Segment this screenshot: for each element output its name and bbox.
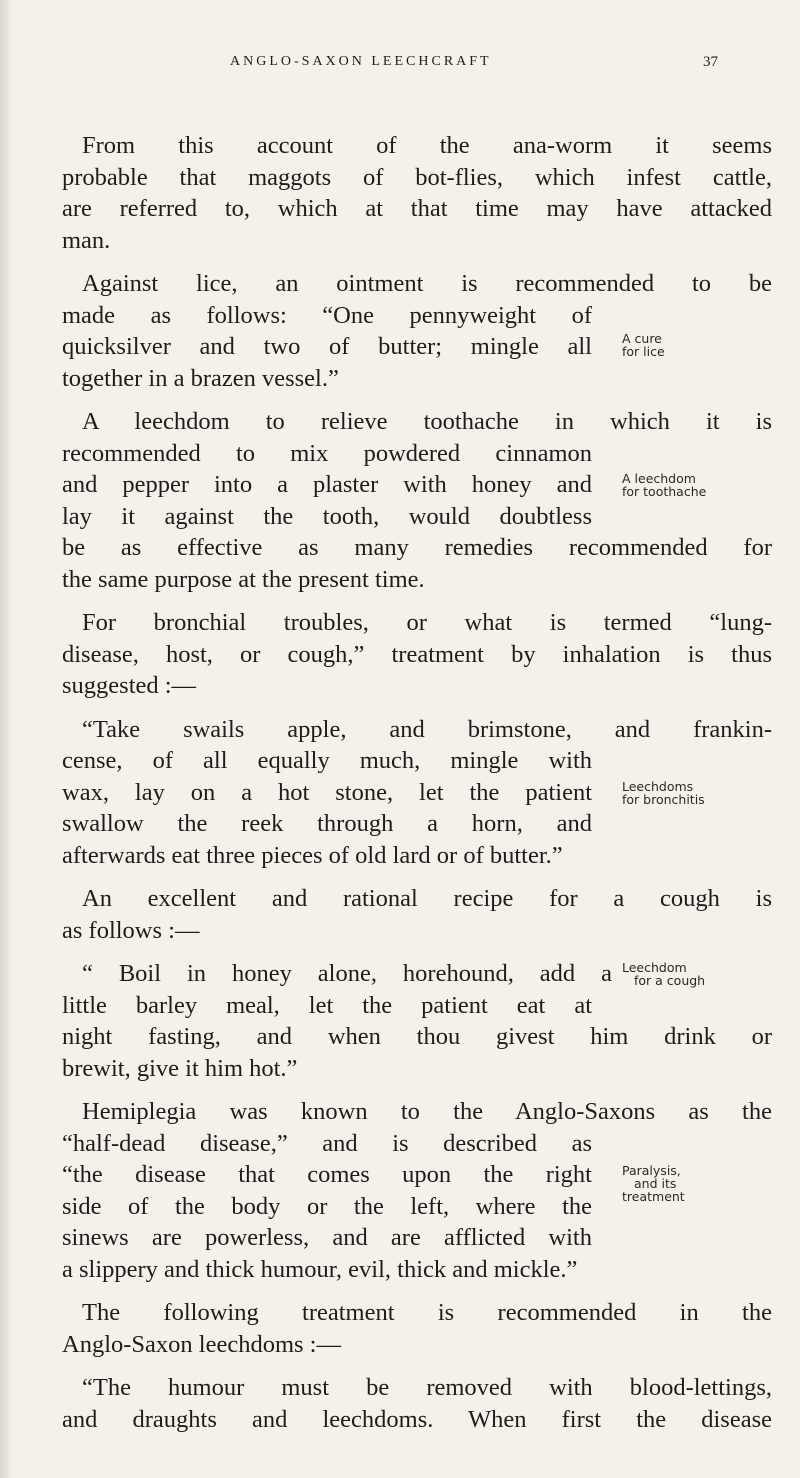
text-line: little barley meal, let the patient eat at — [62, 991, 592, 1019]
text-line: Against lice, an ointment is recommended to be — [82, 270, 772, 297]
paragraph-treatment — [62, 1297, 772, 1360]
side-note-line: Paralysis, — [622, 1163, 681, 1178]
side-note-line: Leechdoms — [622, 778, 694, 794]
text-line: be as effective as many remedies recommended for — [62, 534, 772, 561]
text-line: night fasting, and when thou givest him drink or — [62, 1023, 772, 1050]
paragraph-bronchitis-recipe — [62, 714, 772, 872]
text-line: made as follows: “One pennyweight of — [62, 301, 592, 329]
text-line: Anglo-Saxon leechdoms :— — [62, 1330, 341, 1358]
paragraph-ana-worm — [62, 130, 772, 256]
side-note-line: for lice — [622, 344, 665, 359]
paragraph-cough — [62, 883, 772, 946]
text-line: together in a brazen vessel.” — [62, 364, 339, 392]
text-line: brewit, give it him hot.” — [62, 1054, 298, 1082]
text-line: “the disease that comes upon the right — [62, 1161, 592, 1188]
running-title: ANGLO-SAXON LEECHCRAFT — [230, 54, 492, 69]
text-line: From this account of the ana-worm it seems — [82, 132, 772, 159]
text-line: side of the body or the left, where the — [62, 1192, 592, 1220]
text-line: “Take swails apple, and brimstone, and frankin- — [82, 715, 772, 743]
side-note-toothache — [622, 472, 772, 498]
side-note-line: and its — [634, 1176, 677, 1191]
text-line: and pepper into a plaster with honey and — [62, 471, 592, 498]
paragraph-bronchial — [62, 607, 772, 702]
side-note-line: A cure — [622, 331, 662, 346]
text-line: swallow the reek through a horn, and — [62, 810, 592, 837]
text-line: as follows :— — [62, 916, 200, 944]
side-note-line: Leechdom — [622, 960, 687, 975]
text-line: The following treatment is recommended in the — [82, 1299, 772, 1326]
text-line: probable that maggots of bot-flies, which infest cattle, — [62, 163, 772, 191]
text-line: cense, of all equally much, mingle with — [62, 747, 592, 774]
side-note-cough — [622, 961, 772, 987]
text-line: and draughts and leechdoms. When first the disease — [62, 1405, 772, 1433]
text-line: “ Boil in honey alone, horehound, add a — [82, 960, 612, 987]
paragraph-hemiplegia — [62, 1096, 772, 1285]
body-text — [62, 130, 772, 1447]
side-note-line: for a cough — [634, 973, 706, 988]
text-line: afterwards eat three pieces of old lard or of butter.” — [62, 841, 563, 869]
paragraph-humour — [62, 1372, 772, 1435]
text-line: the same purpose at the present time. — [62, 565, 425, 593]
side-note-paralysis — [622, 1164, 772, 1203]
text-line: lay it against the tooth, would doubtless — [62, 502, 592, 530]
text-line: wax, lay on a hot stone, let the patient — [62, 778, 592, 806]
side-note-line: for bronchitis — [622, 791, 705, 807]
page-number: 37 — [703, 54, 718, 70]
text-line: An excellent and rational recipe for a cough is — [82, 885, 772, 912]
side-note-bronchitis — [622, 780, 772, 806]
side-note-line: treatment — [622, 1189, 685, 1204]
side-note-lice — [622, 332, 772, 358]
text-line: recommended to mix powdered cinnamon — [62, 439, 592, 467]
text-line: are referred to, which at that time may have attacked — [62, 195, 772, 222]
text-line: For bronchial troubles, or what is termed “lung- — [82, 609, 772, 636]
side-note-line: for toothache — [622, 484, 707, 499]
text-line: a slippery and thick humour, evil, thick and mickle.” — [62, 1255, 578, 1283]
running-head — [0, 54, 800, 78]
page-edge-shadow — [0, 0, 12, 1478]
paragraph-toothache — [62, 406, 772, 595]
text-line: “The humour must be removed with blood-lettings, — [82, 1374, 772, 1401]
text-line: sinews are powerless, and are afflicted with — [62, 1224, 592, 1251]
side-note-line: A leechdom — [622, 471, 696, 486]
text-line: man. — [62, 226, 111, 254]
text-line: suggested :— — [62, 672, 197, 699]
text-line: A leechdom to relieve toothache in which it is — [82, 408, 772, 435]
text-line: Hemiplegia was known to the Anglo-Saxons as the — [82, 1098, 772, 1125]
paragraph-lice — [62, 268, 772, 394]
text-line: “half-dead disease,” and is described as — [62, 1129, 592, 1157]
text-line: disease, host, or cough,” treatment by inhalation is thus — [62, 640, 772, 668]
text-line: quicksilver and two of butter; mingle all — [62, 333, 592, 360]
paragraph-cough-recipe — [62, 958, 772, 1084]
